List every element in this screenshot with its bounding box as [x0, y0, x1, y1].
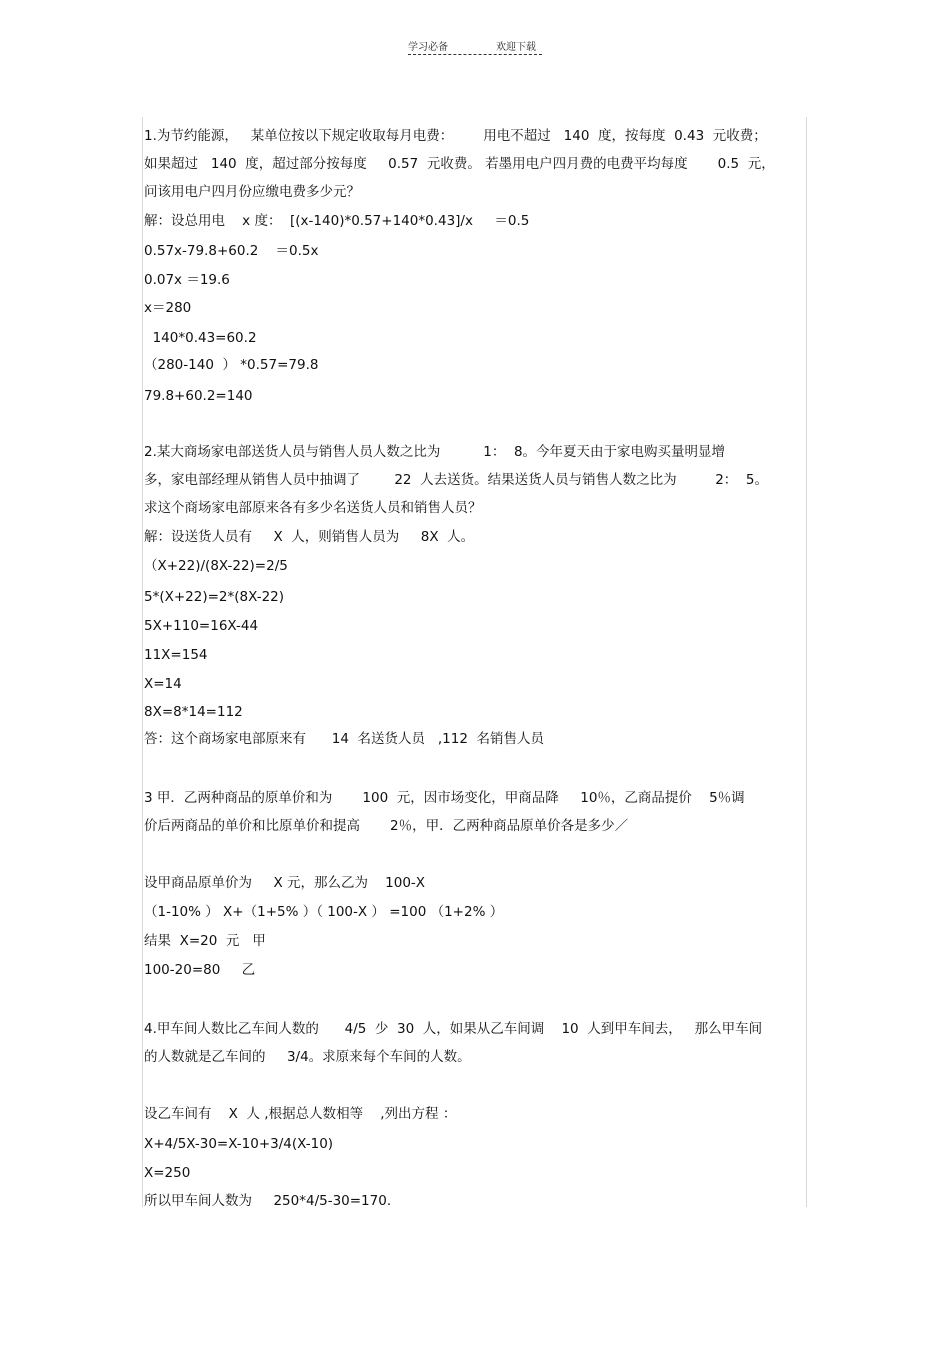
solution-2-line-7: 8X=8*14=112	[144, 704, 243, 720]
solution-2-line-1: 解：设送货人员有 X 人，则销售人员为 8X 人。	[144, 529, 475, 545]
solution-3-line-1: 设甲商品原单价为 X 元，那么乙为 100-X	[144, 875, 426, 891]
solution-2-line-2: （X+22)/(8X-22)=2/5	[144, 558, 288, 574]
solution-1-line-7: 79.8+60.2=140	[144, 388, 253, 404]
solution-3-line-3: 结果 X=20 元 甲	[144, 933, 266, 949]
problem-1-line-2: 如果超过 140 度，超过部分按每度 0.57 元收费。 若墨用电户四月费的电费平均每度 0.5 元，	[144, 156, 775, 172]
solution-2-line-6: X=14	[144, 676, 182, 692]
answer-2: 答：这个商场家电部原来有 14 名送货人员 ,112 名销售人员	[144, 731, 545, 747]
problem-3-line-1: 3 甲．乙两种商品的原单价和为 100 元，因市场变化，甲商品降 10％，乙商品提价 5％调	[144, 790, 745, 806]
problem-3-line-2: 价后两商品的单价和比原单价和提高 2％，甲．乙两种商品原单价各是多少／	[144, 818, 629, 834]
problem-2-line-2: 多，家电部经理从销售人员中抽调了 22 人去送货。结果送货人员与销售人数之比为 2： 5。	[144, 472, 768, 488]
header-divider	[408, 54, 542, 55]
solution-1-line-1: 解：设总用电 x 度： [(x-140)*0.57+140*0.43]/x ＝0.5	[144, 213, 530, 229]
solution-4-line-3: X=250	[144, 1165, 191, 1181]
header-left-text: 学习必备	[408, 42, 448, 53]
problem-4-line-1: 4.甲车间人数比乙车间人数的 4/5 少 30 人，如果从乙车间调 10 人到甲车间去， 那么甲车间	[144, 1021, 763, 1037]
solution-1-line-5: 140*0.43=60.2	[144, 330, 257, 346]
solution-2-line-5: 11X=154	[144, 647, 208, 663]
problem-1-line-3: 问该用电户四月份应缴电费多少元？	[144, 184, 360, 200]
solution-1-line-3: 0.07x ＝19.6	[144, 272, 230, 288]
solution-1-line-4: x＝280	[144, 300, 192, 316]
solution-4-line-1: 设乙车间有 X 人 ,根据总人数相等 ,列出方程 ：	[144, 1106, 457, 1122]
solution-4-line-4: 所以甲车间人数为 250*4/5-30=170.	[144, 1193, 392, 1209]
problem-1-line-1: 1.为节约能源， 某单位按以下规定收取每月电费： 用电不超过 140 度，按每度 0.43 元收费；	[144, 128, 767, 144]
header-right-text: 欢迎下载	[496, 42, 536, 53]
problem-2-line-3: 求这个商场家电部原来各有多少名送货人员和销售人员？	[144, 500, 482, 516]
solution-3-line-4: 100-20=80 乙	[144, 962, 256, 978]
solution-2-line-3: 5*(X+22)=2*(8X-22)	[144, 589, 285, 605]
content-frame	[142, 117, 807, 1207]
solution-1-line-6: （280-140 ） *0.57=79.8	[144, 357, 319, 373]
problem-4-line-2: 的人数就是乙车间的 3/4。求原来每个车间的人数。	[144, 1049, 471, 1065]
solution-1-line-2: 0.57x-79.8+60.2 ＝0.5x	[144, 243, 319, 259]
solution-2-line-4: 5X+110=16X-44	[144, 618, 259, 634]
problem-2-line-1: 2.某大商场家电部送货人员与销售人员人数之比为 1： 8。今年夏天由于家电购买量明显增	[144, 444, 726, 460]
solution-3-line-2: （1-10% ） X+（1+5% ）（ 100-X ） =100 （1+2% ）	[144, 904, 504, 920]
solution-4-line-2: X+4/5X-30=X-10+3/4(X-10)	[144, 1136, 334, 1152]
